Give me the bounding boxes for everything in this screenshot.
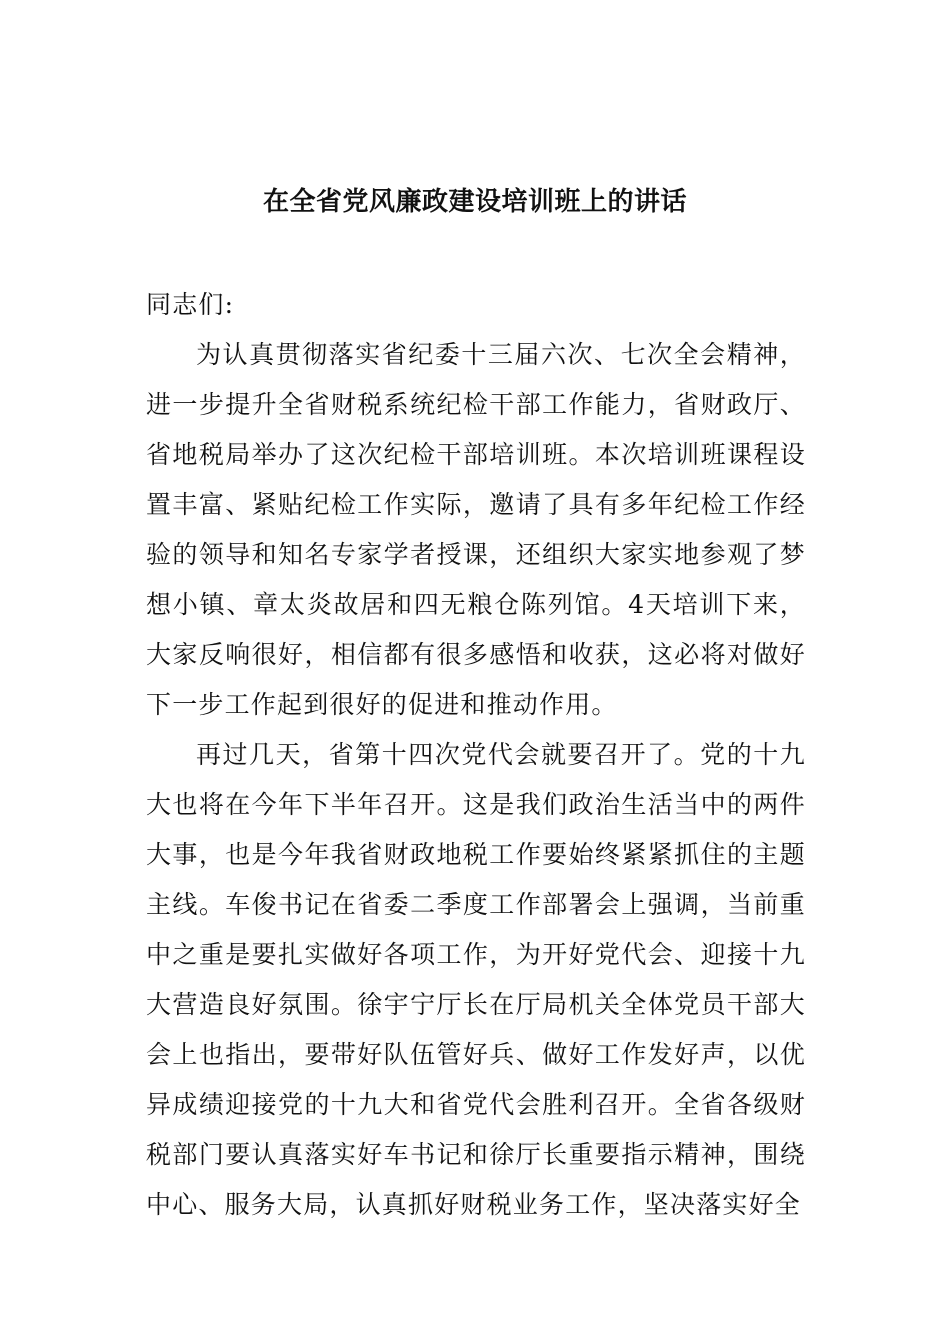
document-title: 在全省党风廉政建设培训班上的讲话	[262, 187, 687, 217]
paragraph-1: 为认真贯彻落实省纪委十三届六次、七次全会精神，进一步提升全省财税系统纪检干部工作能力，省财政厅、省地税局举办了这次纪检干部培训班。本次培训班课程设置丰富、紧贴纪检工作实际，邀请了具有多年纪检工作经验的领导和知名专家学者授课，还组织大家实地参观了梦想小镇、章太炎故居和四无粮仓陈列馆。4天培训下来，大家反响很好，相信都有很多感悟和收获，这必将对做好下一步工作起到很好的促进和推动作用。	[146, 340, 806, 719]
salutation: 同志们:	[146, 290, 235, 319]
document-body	[146, 280, 806, 1230]
paragraph-2: 再过几天，省第十四次党代会就要召开了。党的十九大也将在今年下半年召开。这是我们政治生活当中的两件大事，也是今年我省财政地税工作要始终紧紧抓住的主题主线。车俊书记在省委二季度工作部署会上强调，当前重中之重是要扎实做好各项工作，为开好党代会、迎接十九大营造良好氛围。徐宇宁厅长在厅局机关全体党员干部大会上也指出，要带好队伍管好兵、做好工作发好声，以优异成绩迎接党的十九大和省党代会胜利召开。全省各级财税部门要认真落实好车书记和徐厅长重要指示精神，围绕中心、服务大局，认真抓好财税业务工作，坚决落实好全	[146, 740, 806, 1219]
